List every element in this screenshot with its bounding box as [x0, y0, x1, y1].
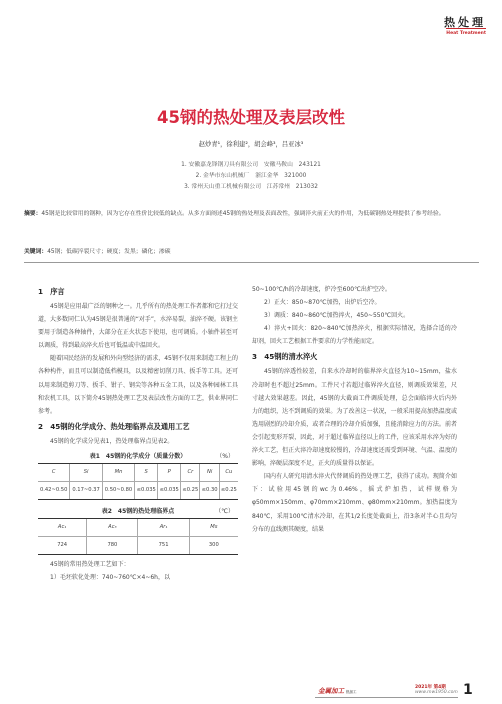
keywords-text: 45钢；低碳淬裂尺寸；硬度；发黑；磷化；渗碳: [47, 249, 171, 255]
left-column: [38, 283, 238, 585]
section-1-paragraph-1: 45钢是应用最广泛的钢种之一。几乎所有的热处理工作者都和它打过交道，大多数同仁认为45钢是很普通的“对手”，水淬易裂，油淬不硬。该钢主要用于制造各种轴件，大部分在正火状态下使用，也可调质。小轴件甚至可以调质，得到最高淬火后也可低温或中温回火。: [38, 303, 238, 350]
author-list: 赵炒青¹，徐利建²，胡会峰³，吕亚冰³: [198, 141, 304, 148]
table-1-cell: ≤0.035: [135, 482, 158, 500]
affiliation-1: 1. 安徽嘉龙锋钢刀具有限公司 安徽马鞍山 243121: [181, 162, 321, 168]
section-2-paragraph-2: 45钢的常用热处理工艺如下：: [50, 561, 130, 569]
section-1-paragraph-2: 随着国民经济的发展和外向型经济的需求，45钢不仅用来制造工程上的各种构件，而且可以制造低档模具，以及精密切削刀具、扳手等工具。还可以用来制造剪刀等、扳手、钳子、钢尖等各种五金工具，以及各种园林工具和农机工具，以下简介45钢热处理工艺及表层改性方面的工艺，供业界同仁参考。: [38, 355, 238, 415]
table-1-unit: （%）: [216, 452, 234, 460]
table-2-cell: 751: [138, 537, 189, 555]
table-2-header: Ac₁: [38, 519, 87, 537]
table-2-caption: [38, 506, 238, 518]
table-1-cell: 0.50~0.80: [102, 482, 134, 500]
table-1-cell: ≤0.035: [158, 482, 181, 500]
table-1-header: Si: [70, 463, 102, 481]
abstract-divider: [24, 262, 479, 263]
page-number: 1: [463, 682, 473, 698]
table-2: [38, 518, 238, 555]
keywords: [24, 246, 479, 255]
table-1-value-row: [38, 482, 238, 500]
table-1-header-row: [38, 463, 238, 481]
section-2-item-2: 2）正火：850~870℃加热，出炉后空冷。: [264, 299, 381, 307]
issue-label: 2021年 第4期: [415, 685, 446, 690]
table-2-cell: 780: [87, 537, 138, 555]
section-2-heading: 2 45钢的化学成分、热处理临界点及通用工艺: [38, 421, 190, 431]
table-2-header: Ms: [189, 519, 238, 537]
table-1-cell: 0.17~0.37: [70, 482, 102, 500]
section-2-paragraph-1: 45钢的化学成分见表1，热处理临界点见表2。: [50, 437, 174, 445]
keywords-label: 关键词：: [24, 249, 48, 255]
table-2-value-row: [38, 537, 238, 555]
abstract-text: 45钢是比较常用的钢种，因为它存在性价比较低的缺点。从多方面阐述45钢的热处理及表面改性，强调淬火前正火的作用，为低碳钢热处理提供了参考经验。: [41, 211, 445, 217]
section-2-item-4: 4）淬火+回火：820~840℃加热淬火，根据实际情况，选择合适的冷却剂，回火工艺根据工件要求的力学性能而定。: [252, 325, 457, 346]
table-2-cell: 300: [189, 537, 238, 555]
table-1-caption: [38, 451, 238, 463]
journal-name: 金属加工: [318, 687, 344, 695]
table-1-header: Mn: [102, 463, 134, 481]
footer-rule: [315, 697, 458, 698]
table-1-header: Cr: [181, 463, 200, 481]
table-1-cell: ≤0.25: [181, 482, 200, 500]
table-2-title: 表2 45钢的热处理临界点: [101, 508, 175, 516]
section-2-item-3: 3）调质：840~860℃加热淬火，450~550℃回火。: [264, 312, 410, 320]
journal-logo: [318, 686, 357, 695]
table-1-header: Ni: [200, 463, 219, 481]
right-column: [252, 283, 457, 536]
section-2-item-1-continued: 50~100℃/h的冷却速度，炉冷至600℃出炉空冷。: [252, 286, 391, 293]
table-1-cell: ≤0.25: [219, 482, 238, 500]
section-header: 热处理: [444, 16, 486, 29]
section-header-en: Heat Treatment: [446, 31, 486, 36]
table-2-header-row: [38, 519, 238, 537]
section-3-heading: 3 45钢的清水淬火: [252, 352, 318, 362]
table-1-cell: ≤0.30: [200, 482, 219, 500]
table-2-unit: （℃）: [215, 508, 234, 516]
affiliation-2: 2. 金华市东山机械厂 浙江金华 321000: [195, 173, 307, 179]
table-1-header: S: [135, 463, 158, 481]
section-3-paragraph-1: 45钢的淬透性较差，自来水冷却时的临界淬火直径为10~15mm，盐水冷却时也不超过25mm。工件尺寸若超过临界淬火直径，则调质效果差，尺寸越大效果越差。因此，45钢的大截面工件调质处理，总会面临淬火后内外力的组织，达不到调质的效果。为了改善这一状况，一般采用提高加热温度或选用剧烈的冷却介质，或者合理的冷却介质加强，且能消除应力的方法。前者会引起变形开裂，因此，对于超过临界直径以上的工件，应该采用水淬为好的淬火工艺，但正火淬冷却速度较慢的，冷却速度还需受到环境、气温、温度的影响，淬硬层深度不足，正火的质量得以保证。: [252, 368, 457, 468]
table-2-cell: 724: [38, 537, 87, 555]
table-2-header: Ac₃: [87, 519, 138, 537]
header-rule: [446, 28, 486, 29]
journal-subname: 热加工: [346, 690, 357, 694]
table-1-header: C: [38, 463, 70, 481]
abstract-label: 摘要：: [24, 211, 42, 217]
table-1-header: Cu: [219, 463, 238, 481]
article-title: 45钢的热处理及表层改性: [157, 108, 345, 127]
table-1: [38, 463, 238, 500]
section-1-heading: 1 序言: [38, 287, 65, 296]
table-1-header: P: [158, 463, 181, 481]
section-2-item-1: 1）毛坯软化处理：740~760℃×4~6h，以: [50, 574, 170, 582]
table-1-title: 表1 45钢的化学成分（质量分数）: [89, 452, 187, 460]
section-3-paragraph-2: 国内有人研究用清水淬火代替调质的热处理工艺，获得了成功。现简介如下：试验用45钢的wc为0.46%，摇式炉加热，试样规格为φ50mm×150mm、φ70mm×210mm、φ80mm×210mm。加热温度为840℃，采用100℃清水冷却，在其1/2长度处截面上，沿3条对半心且均匀分布的直线测其硬度，结果: [252, 473, 457, 533]
table-2-header: Ar₁: [138, 519, 189, 537]
journal-website: www.mw1950.com: [415, 690, 458, 695]
abstract: [24, 208, 479, 221]
table-1-cell: 0.42~0.50: [38, 482, 70, 500]
affiliation-3: 3. 常州天山重工机械有限公司 江苏常州 213032: [184, 184, 318, 190]
